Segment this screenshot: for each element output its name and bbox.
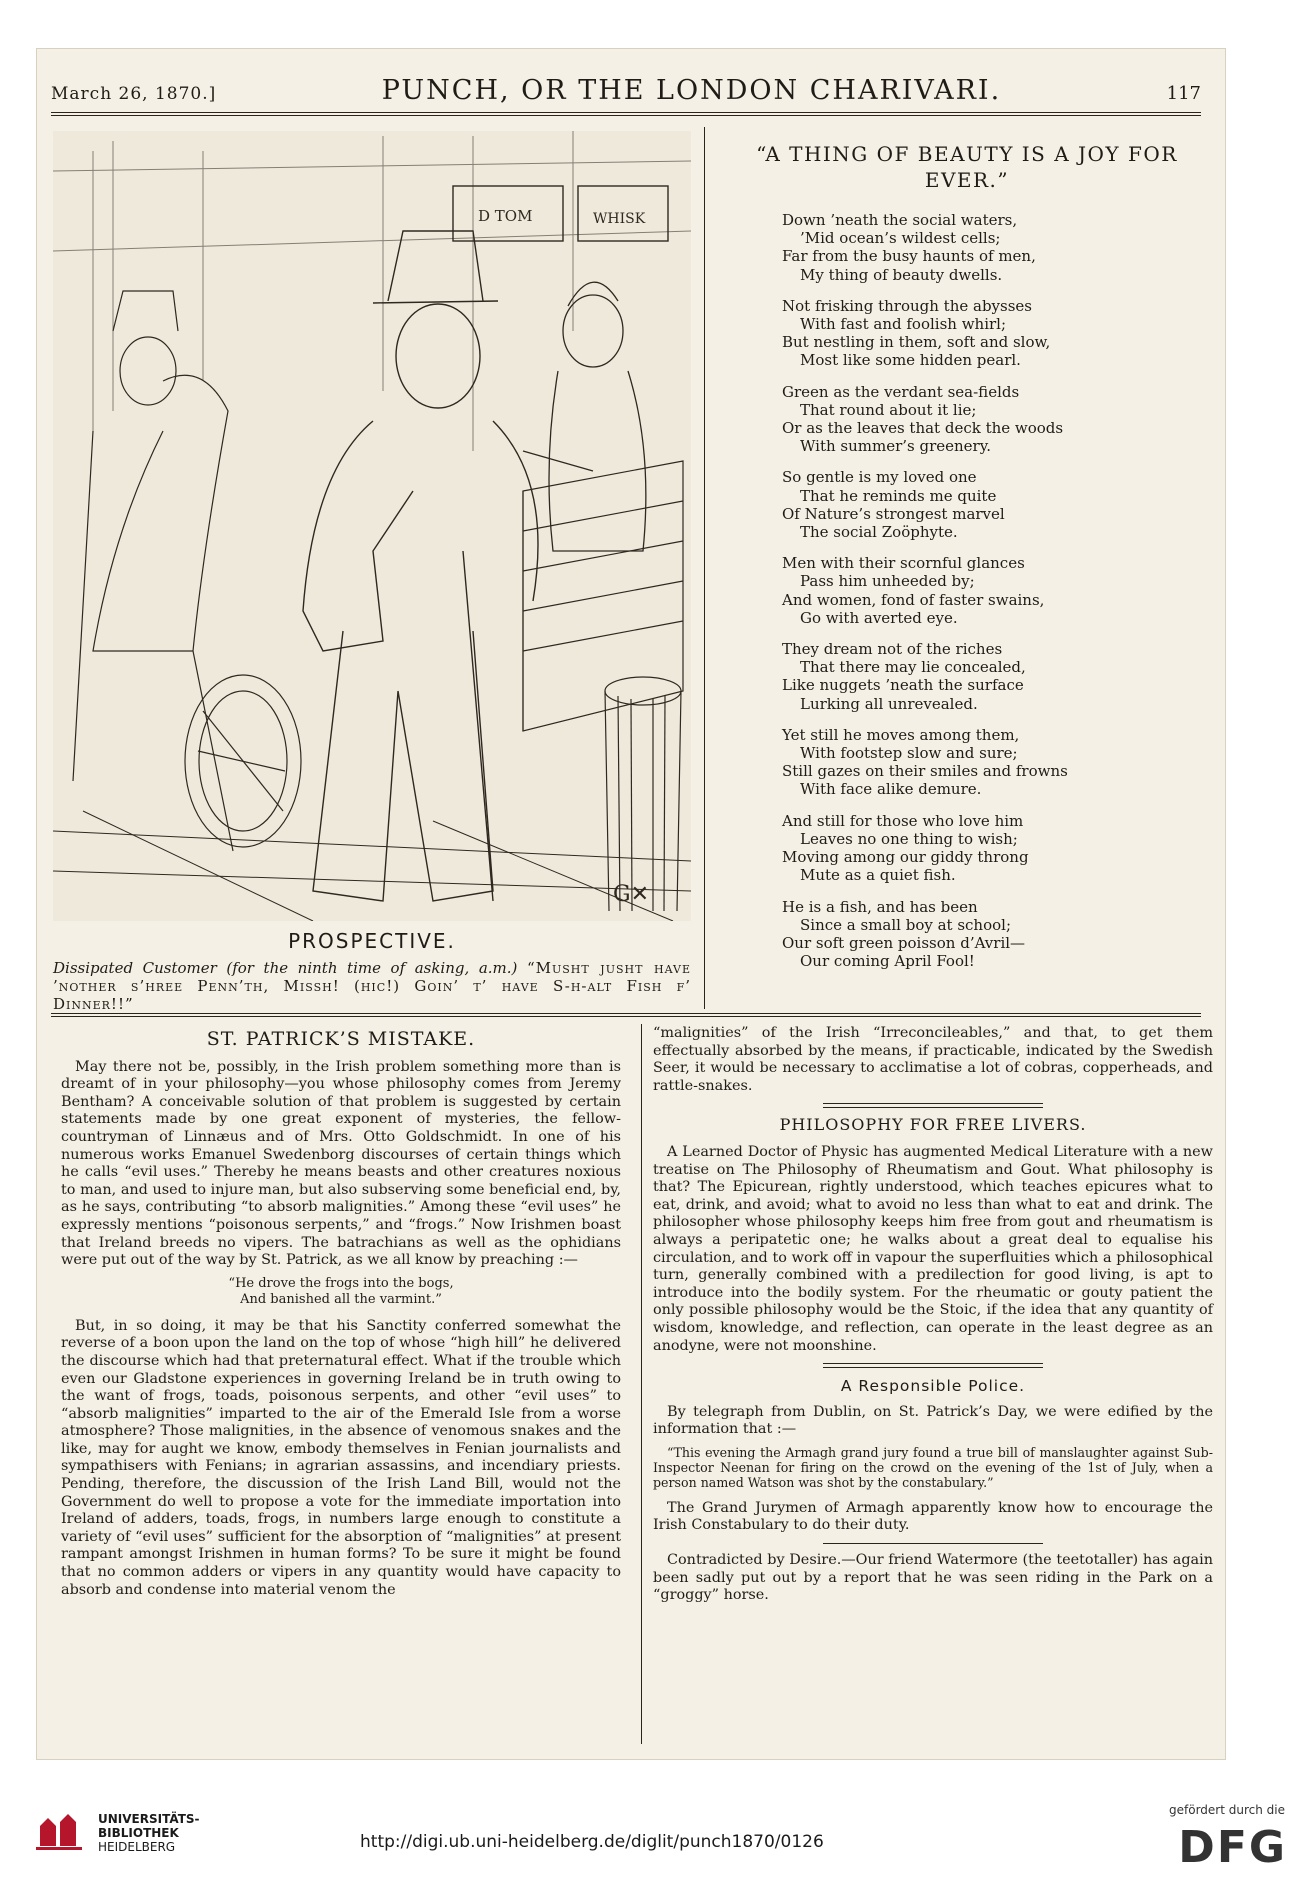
poem-line: With fast and foolish whirl; [800, 315, 1007, 334]
poem-line: Of Nature’s strongest marvel [782, 504, 1005, 523]
library-line: HEIDELBERG [98, 1840, 176, 1854]
poem-stanza [782, 211, 1212, 284]
poem-line: With footstep slow and sure; [800, 744, 1018, 763]
poem-line: Not frisking through the abysses [782, 296, 1032, 315]
dfg-logo: DFG [1178, 1822, 1287, 1873]
cartoon-illustration [53, 131, 691, 921]
poem-stanza [782, 726, 1212, 799]
cartoon-caption [53, 959, 691, 1013]
university-library-logo [36, 1812, 86, 1852]
poem-line: That he reminds me quite [800, 486, 997, 505]
article-title-philosophy: PHILOSOPHY FOR FREE LIVERS. [779, 1115, 1087, 1135]
poem-body [782, 211, 1212, 983]
poem-line: Men with their scornful glances [782, 554, 1025, 573]
article-paragraph: A Learned Doctor of Physic has augmented Medical Literature with a new treatise on The Philosophy of Rheumatism and Gout. What philosophy is that? The Epicurean, rightly understood, which teaches epicures what to eat, drink, and avoid; what to avoid no less than what to eat and drink. The philosopher whose philosophy keeps him free from gout and rheumatism is always a peripatetic one; he walks about a great deal to equalise his circulation, and to work off in vapour the superfluities which a philosophical turn, generally combined with a predilection for good living, is apt to introduce into the bodily system. For the rheumatic or gouty patient the only possible philosophy would be the Stoic, if the idea that any quantity of wisdom, knowledge, and reflection, can operate in the least degree as an anodyne, were not moonshine. [653, 1143, 1213, 1354]
issue-date: March 26, 1870.] [51, 84, 217, 104]
poem-line: Or as the leaves that deck the woods [782, 419, 1064, 438]
cartoon-title: PROSPECTIVE. [288, 929, 456, 953]
article-paragraph: Contradicted by Desire.—Our friend Watermore (the teetotaller) has again been sadly put out by a report that he was seen riding in the Park on a “groggy” horse. [653, 1552, 1213, 1604]
poem-stanza [782, 640, 1212, 713]
poem-line: Like nuggets ’neath the surface [782, 676, 1024, 695]
poem-title-line-1: “A THING OF BEAUTY IS A JOY FOR [756, 142, 1178, 166]
poem-stanza [782, 812, 1212, 885]
poem-line: Our soft green poisson d’Avril— [782, 933, 1026, 952]
poem-stanza [782, 297, 1212, 370]
poem-stanza [782, 898, 1212, 971]
poem-line: Our coming April Fool! [800, 952, 975, 971]
poem-title [717, 141, 1217, 193]
poem-line: That round about it lie; [800, 400, 977, 419]
poem-line: Moving among our giddy throng [782, 848, 1029, 867]
article-paragraph: But, in so doing, it may be that his Sanctity conferred somewhat the reverse of a boon upon the land on the top of whose “high hill” he delivered the discourse which had that preternatural effect. What if the trouble which even our Gladstone experiences in governing Ireland be in truth owing to the want of frogs, toads, poisonous serpents, and other “evil uses” to “absorb malignities” imparted to the air of the Emerald Isle from a worse atmosphere? Those malignities, in the absence of venomous snakes and the like, may for aught we know, embody themselves in Fenian journalists and sympathisers with Fenians; in agrarian assassins, and incendiary priests. Pending, therefore, the discussion of the Irish Land Bill, would not the Government do well to propose a vote for the immediate importation into Ireland of adders, toads, frogs, in numbers large enough to constitute a variety of “evil uses” sufficient for the absorption of “malignities” at present rampant amongst Irishmen in human forms? To be sure it might be found that no common adders or vipers in any quantity would have capacity to absorb and condense into material venom the [61, 1317, 621, 1598]
poem-line: Most like some hidden pearl. [800, 351, 1021, 370]
quoted-verse [61, 1276, 621, 1308]
poem-line: Leaves no one thing to wish; [800, 829, 1018, 848]
funding-caption: gefördert durch die [1169, 1803, 1285, 1817]
library-line: UNIVERSITÄTS- [98, 1812, 200, 1826]
poem-line: So gentle is my loved one [782, 468, 977, 487]
poem-stanza [782, 554, 1212, 627]
poem-line: Lurking all unrevealed. [800, 694, 978, 713]
header-rule [51, 112, 1201, 113]
verse-line: And banished all the varmint.” [240, 1291, 442, 1307]
masthead-title: PUNCH, OR THE LONDON CHARIVARI. [381, 75, 1002, 106]
bar-scene-engraving [53, 131, 691, 921]
poem-line: Mute as a quiet fish. [800, 866, 956, 885]
right-column [653, 1025, 1213, 1605]
poem-line: Go with averted eye. [800, 608, 958, 627]
header-rule-2 [51, 115, 1201, 116]
caption-speech: “Musht jusht have ’nother s’hree Penn’th, Missh! (hic!) Goin’ t’ have S-h-alt Fish f’ Dinner!!” [53, 959, 691, 1013]
double-rule [823, 1103, 1043, 1108]
poem-title-line-2: EVER.” [924, 168, 1010, 192]
column-divider-bottom [641, 1024, 642, 1744]
poem-line: Yet still he moves among them, [782, 725, 1020, 744]
source-url[interactable]: http://digi.ub.uni-heidelberg.de/diglit/punch1870/0126 [360, 1832, 824, 1852]
sign-right-text: WHISK [593, 211, 646, 227]
single-rule [823, 1543, 1043, 1544]
column-divider-top [704, 127, 705, 1009]
poem-line: Green as the verdant sea-fields [782, 382, 1020, 401]
poem-line: Since a small boy at school; [800, 915, 1012, 934]
verse-line: “He drove the frogs into the bogs, [228, 1275, 454, 1291]
library-line: BIBLIOTHEK [98, 1826, 179, 1840]
poem-stanza [782, 468, 1212, 541]
newspaper-page [36, 48, 1226, 1760]
poem-line: But nestling in them, soft and slow, [782, 333, 1051, 352]
poem-line: My thing of beauty dwells. [800, 265, 1003, 284]
article-paragraph: May there not be, possibly, in the Irish problem something more than is dreamt of in your philosophy—you whose philosophy comes from Jeremy Bentham? A conceivable solution of that problem is suggested by certain statements made by one great exponent of mysteries, the fellow-countryman of Linnæus and of Mrs. Otto Goldschmidt. In one of his numerous works Emanuel Swedenborg discourses of certain things which he calls “evil uses.” Thereby he means beasts and other creatures noxious to man, and used to injure man, but also subserving some beneficial end, by, as he says, contributing “to absorb malignities.” Among these “evil uses” he expressly mentions “poisonous serpents,” and “frogs.” Now Irishmen boast that Ireland breeds no vipers. The batrachians as well as the ophidians were put out of the way by St. Patrick, as we all know by preaching :— [61, 1058, 621, 1269]
poem-line: He is a fish, and has been [782, 897, 978, 916]
poem-line: And still for those who love him [782, 811, 1024, 830]
poem-line: Down ’neath the social waters, [782, 211, 1018, 229]
page-number: 117 [1166, 83, 1201, 104]
poem-line: With face alike demure. [800, 780, 982, 799]
artist-monogram: G✕ [613, 882, 650, 907]
poem-line: They dream not of the riches [782, 640, 1003, 659]
poem-line: Pass him unheeded by; [800, 572, 975, 591]
poem-stanza [782, 383, 1212, 456]
telegraph-quote: “This evening the Armagh grand jury found a true bill of manslaughter against Sub-Inspector Neenan for firing on the crowd on the evening of the 1st of July, when a person named Watson was shot by the constabulary.” [653, 1444, 1213, 1490]
sign-left-text: D TOM [478, 207, 533, 225]
poem-line: That there may lie concealed, [800, 658, 1026, 677]
poem-line: The social Zoöphyte. [800, 523, 958, 542]
article-continuation: “malignities” of the Irish “Irreconcileables,” and that, to get them effectually absorbed by the means, if practicable, indicated by the Swedish Seer, it would be necessary to acclimatise a lot of cobras, copperheads, and rattle-snakes. [653, 1025, 1213, 1094]
section-rule [51, 1013, 1201, 1014]
poem-line: Far from the busy haunts of men, [782, 247, 1036, 266]
page-header [51, 75, 1201, 109]
poem-line: With summer’s greenery. [800, 437, 991, 456]
caption-lead: Dissipated Customer (for the ninth time of asking, a.m.) [53, 959, 518, 977]
article-paragraph: The Grand Jurymen of Armagh apparently know how to encourage the Irish Constabulary to do their duty. [653, 1499, 1213, 1534]
poem-line: ’Mid ocean’s wildest cells; [800, 229, 1001, 248]
library-name [98, 1812, 200, 1854]
section-rule-2 [51, 1016, 1201, 1017]
double-rule [823, 1363, 1043, 1368]
poem-line: Still gazes on their smiles and frowns [782, 762, 1068, 781]
article-paragraph: By telegraph from Dublin, on St. Patrick’s Day, we were edified by the information that :— [653, 1403, 1213, 1438]
poem-line: And women, fond of faster swains, [782, 590, 1045, 609]
left-column [61, 1025, 621, 1599]
article-title-police: A Responsible Police. [840, 1377, 1026, 1396]
article-title-st-patrick: ST. PATRICK’S MISTAKE. [206, 1028, 476, 1050]
